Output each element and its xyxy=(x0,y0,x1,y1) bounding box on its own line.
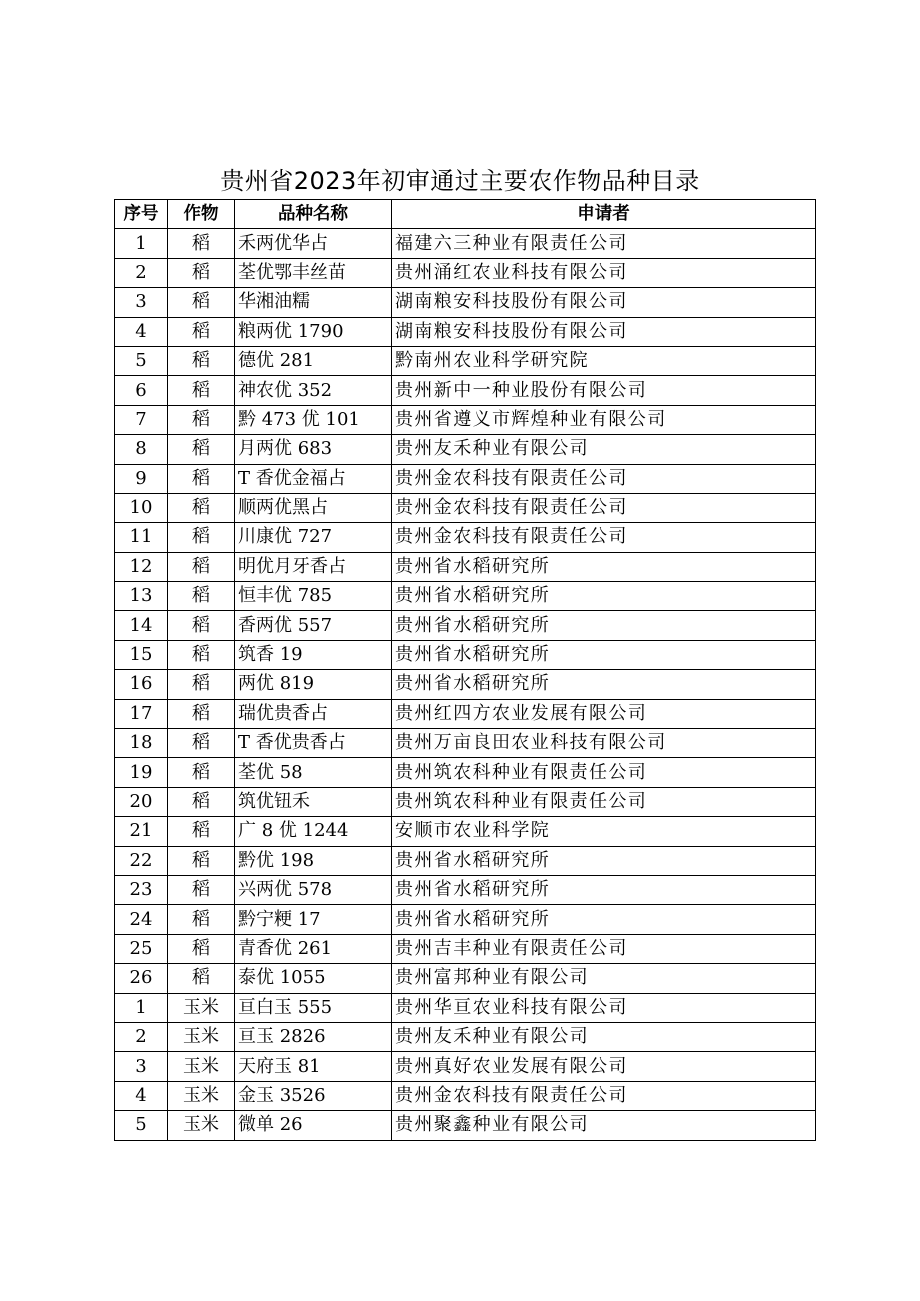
table-row xyxy=(115,1052,816,1081)
cell-seq: 22 xyxy=(115,846,168,875)
cell-seq: 21 xyxy=(115,817,168,846)
cell-seq: 17 xyxy=(115,699,168,728)
cell-applicant: 贵州涌红农业科技有限公司 xyxy=(392,258,816,287)
cell-applicant: 福建六三种业有限责任公司 xyxy=(392,229,816,258)
cell-applicant: 贵州新中一种业股份有限公司 xyxy=(392,376,816,405)
cell-variety: 黔优 198 xyxy=(235,846,392,875)
cell-applicant: 贵州红四方农业发展有限公司 xyxy=(392,699,816,728)
table-row xyxy=(115,964,816,993)
cell-crop: 稻 xyxy=(168,376,235,405)
table-row xyxy=(115,493,816,522)
table-row xyxy=(115,229,816,258)
cell-applicant: 黔南州农业科学研究院 xyxy=(392,346,816,375)
cell-seq: 8 xyxy=(115,435,168,464)
table-row xyxy=(115,317,816,346)
cell-seq: 19 xyxy=(115,758,168,787)
cell-seq: 3 xyxy=(115,288,168,317)
table-row xyxy=(115,640,816,669)
table-row xyxy=(115,934,816,963)
cell-variety: 神农优 352 xyxy=(235,376,392,405)
table-row xyxy=(115,1081,816,1110)
table-row xyxy=(115,552,816,581)
cell-applicant: 贵州金农科技有限责任公司 xyxy=(392,493,816,522)
table-row xyxy=(115,435,816,464)
cell-variety: 荃优鄂丰丝苗 xyxy=(235,258,392,287)
cell-crop: 稻 xyxy=(168,758,235,787)
cell-crop: 稻 xyxy=(168,493,235,522)
table-row xyxy=(115,405,816,434)
cell-crop: 稻 xyxy=(168,905,235,934)
cell-applicant: 贵州万亩良田农业科技有限公司 xyxy=(392,729,816,758)
cell-crop: 稻 xyxy=(168,846,235,875)
page-title: 贵州省2023年初审通过主要农作物品种目录 xyxy=(220,167,700,195)
cell-applicant: 贵州金农科技有限责任公司 xyxy=(392,464,816,493)
table-row xyxy=(115,670,816,699)
cell-applicant: 安顺市农业科学院 xyxy=(392,817,816,846)
table-row xyxy=(115,758,816,787)
table-row xyxy=(115,993,816,1022)
cell-applicant: 贵州筑农科种业有限责任公司 xyxy=(392,787,816,816)
cell-crop: 稻 xyxy=(168,405,235,434)
table-row xyxy=(115,729,816,758)
cell-seq: 11 xyxy=(115,523,168,552)
cell-crop: 玉米 xyxy=(168,993,235,1022)
cell-applicant: 贵州金农科技有限责任公司 xyxy=(392,523,816,552)
header-variety: 品种名称 xyxy=(235,200,392,229)
cell-variety: 亘玉 2826 xyxy=(235,1022,392,1051)
cell-crop: 稻 xyxy=(168,729,235,758)
cell-crop: 稻 xyxy=(168,611,235,640)
cell-applicant: 贵州省水稻研究所 xyxy=(392,875,816,904)
table-row xyxy=(115,817,816,846)
cell-crop: 稻 xyxy=(168,670,235,699)
cell-crop: 稻 xyxy=(168,317,235,346)
header-applicant: 申请者 xyxy=(392,200,816,229)
cell-seq: 2 xyxy=(115,258,168,287)
cell-applicant: 贵州省水稻研究所 xyxy=(392,640,816,669)
cell-seq: 26 xyxy=(115,964,168,993)
cell-seq: 9 xyxy=(115,464,168,493)
cell-applicant: 贵州聚鑫种业有限公司 xyxy=(392,1111,816,1140)
cell-seq: 4 xyxy=(115,317,168,346)
cell-seq: 12 xyxy=(115,552,168,581)
cell-seq: 1 xyxy=(115,993,168,1022)
cell-seq: 15 xyxy=(115,640,168,669)
cell-seq: 24 xyxy=(115,905,168,934)
cell-applicant: 贵州省水稻研究所 xyxy=(392,846,816,875)
cell-applicant: 贵州省水稻研究所 xyxy=(392,670,816,699)
cell-crop: 稻 xyxy=(168,964,235,993)
cell-variety: 瑞优贵香占 xyxy=(235,699,392,728)
cell-seq: 20 xyxy=(115,787,168,816)
cell-variety: 两优 819 xyxy=(235,670,392,699)
cell-applicant: 贵州富邦种业有限公司 xyxy=(392,964,816,993)
cell-variety: 黔 473 优 101 xyxy=(235,405,392,434)
table-row xyxy=(115,346,816,375)
cell-applicant: 贵州省水稻研究所 xyxy=(392,611,816,640)
cell-seq: 3 xyxy=(115,1052,168,1081)
cell-applicant: 贵州真好农业发展有限公司 xyxy=(392,1052,816,1081)
cell-seq: 18 xyxy=(115,729,168,758)
cell-variety: 亘白玉 555 xyxy=(235,993,392,1022)
cell-variety: T 香优金福占 xyxy=(235,464,392,493)
cell-variety: 荃优 58 xyxy=(235,758,392,787)
cell-applicant: 贵州省水稻研究所 xyxy=(392,582,816,611)
cell-crop: 稻 xyxy=(168,346,235,375)
variety-table xyxy=(114,199,816,1141)
cell-seq: 6 xyxy=(115,376,168,405)
cell-crop: 稻 xyxy=(168,875,235,904)
table-body xyxy=(115,229,816,1140)
header-crop: 作物 xyxy=(168,200,235,229)
table-header-row xyxy=(115,200,816,229)
table-row xyxy=(115,288,816,317)
cell-crop: 稻 xyxy=(168,787,235,816)
cell-applicant: 贵州省遵义市辉煌种业有限公司 xyxy=(392,405,816,434)
cell-variety: 兴两优 578 xyxy=(235,875,392,904)
cell-crop: 稻 xyxy=(168,817,235,846)
table-row xyxy=(115,611,816,640)
cell-variety: 粮两优 1790 xyxy=(235,317,392,346)
table-row xyxy=(115,523,816,552)
cell-variety: 恒丰优 785 xyxy=(235,582,392,611)
cell-variety: 黔宁粳 17 xyxy=(235,905,392,934)
cell-crop: 稻 xyxy=(168,934,235,963)
cell-crop: 稻 xyxy=(168,229,235,258)
cell-seq: 1 xyxy=(115,229,168,258)
cell-variety: 筑香 19 xyxy=(235,640,392,669)
cell-variety: T 香优贵香占 xyxy=(235,729,392,758)
cell-crop: 稻 xyxy=(168,640,235,669)
table-row xyxy=(115,464,816,493)
cell-applicant: 贵州筑农科种业有限责任公司 xyxy=(392,758,816,787)
cell-seq: 5 xyxy=(115,1111,168,1140)
cell-applicant: 贵州友禾种业有限公司 xyxy=(392,1022,816,1051)
cell-crop: 玉米 xyxy=(168,1052,235,1081)
cell-variety: 筑优钮禾 xyxy=(235,787,392,816)
cell-variety: 天府玉 81 xyxy=(235,1052,392,1081)
cell-applicant: 贵州华亘农业科技有限公司 xyxy=(392,993,816,1022)
table-row xyxy=(115,875,816,904)
cell-crop: 玉米 xyxy=(168,1081,235,1110)
table-row xyxy=(115,846,816,875)
table-row xyxy=(115,1111,816,1140)
cell-seq: 25 xyxy=(115,934,168,963)
cell-crop: 稻 xyxy=(168,523,235,552)
cell-variety: 广 8 优 1244 xyxy=(235,817,392,846)
cell-crop: 稻 xyxy=(168,435,235,464)
cell-variety: 华湘油糯 xyxy=(235,288,392,317)
table-row xyxy=(115,582,816,611)
cell-seq: 10 xyxy=(115,493,168,522)
table-row xyxy=(115,1022,816,1051)
cell-variety: 泰优 1055 xyxy=(235,964,392,993)
cell-seq: 5 xyxy=(115,346,168,375)
cell-crop: 稻 xyxy=(168,582,235,611)
cell-applicant: 贵州省水稻研究所 xyxy=(392,905,816,934)
cell-applicant: 贵州吉丰种业有限责任公司 xyxy=(392,934,816,963)
cell-variety: 微单 26 xyxy=(235,1111,392,1140)
cell-crop: 玉米 xyxy=(168,1022,235,1051)
cell-crop: 稻 xyxy=(168,699,235,728)
cell-crop: 稻 xyxy=(168,288,235,317)
cell-variety: 明优月牙香占 xyxy=(235,552,392,581)
cell-variety: 青香优 261 xyxy=(235,934,392,963)
table-row xyxy=(115,258,816,287)
cell-seq: 4 xyxy=(115,1081,168,1110)
cell-applicant: 湖南粮安科技股份有限公司 xyxy=(392,317,816,346)
table-row xyxy=(115,787,816,816)
cell-seq: 14 xyxy=(115,611,168,640)
cell-crop: 玉米 xyxy=(168,1111,235,1140)
cell-variety: 金玉 3526 xyxy=(235,1081,392,1110)
table-row xyxy=(115,699,816,728)
header-seq: 序号 xyxy=(115,200,168,229)
cell-applicant: 贵州金农科技有限责任公司 xyxy=(392,1081,816,1110)
cell-seq: 16 xyxy=(115,670,168,699)
cell-variety: 月两优 683 xyxy=(235,435,392,464)
cell-variety: 顺两优黑占 xyxy=(235,493,392,522)
cell-variety: 香两优 557 xyxy=(235,611,392,640)
cell-seq: 23 xyxy=(115,875,168,904)
cell-crop: 稻 xyxy=(168,464,235,493)
cell-seq: 2 xyxy=(115,1022,168,1051)
cell-variety: 德优 281 xyxy=(235,346,392,375)
table-row xyxy=(115,905,816,934)
cell-applicant: 贵州友禾种业有限公司 xyxy=(392,435,816,464)
cell-seq: 13 xyxy=(115,582,168,611)
cell-applicant: 贵州省水稻研究所 xyxy=(392,552,816,581)
cell-crop: 稻 xyxy=(168,552,235,581)
table-row xyxy=(115,376,816,405)
cell-crop: 稻 xyxy=(168,258,235,287)
cell-variety: 川康优 727 xyxy=(235,523,392,552)
cell-variety: 禾两优华占 xyxy=(235,229,392,258)
cell-seq: 7 xyxy=(115,405,168,434)
cell-applicant: 湖南粮安科技股份有限公司 xyxy=(392,288,816,317)
